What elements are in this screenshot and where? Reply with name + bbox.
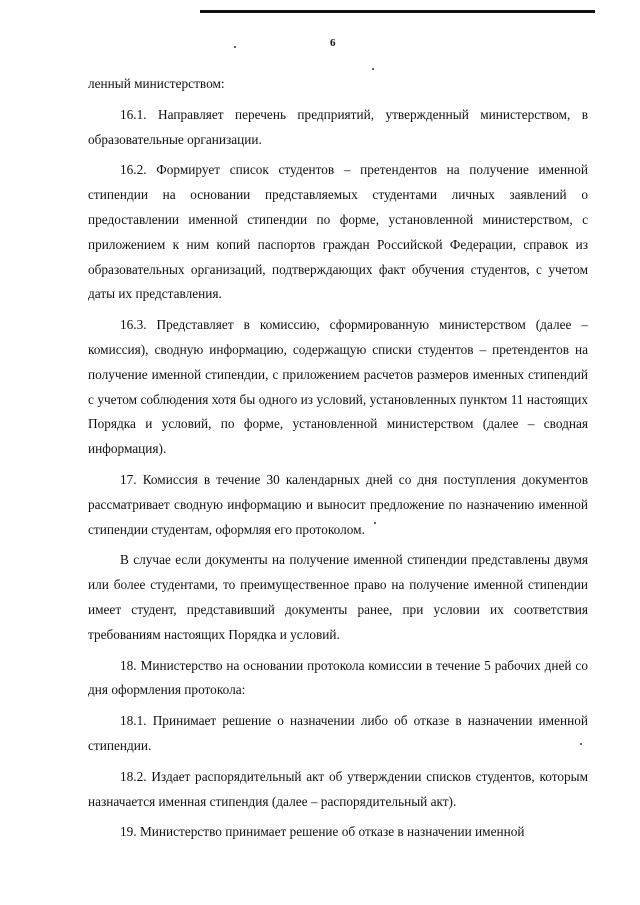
paragraph-18-2: 18.2. Издает распорядительный акт об утверждении списков студентов, которым назначается именная стипендия (далее – распорядительный акт). [88, 768, 588, 809]
top-border-line [200, 10, 595, 13]
paragraph-continuation: ленный министерством: [88, 76, 225, 91]
paragraph-16-1: 16.1. Направляет перечень предприятий, утвержденный министерством, в образовательные организации. [88, 106, 588, 147]
paragraph-16-3: 16.3. Представляет в комиссию, сформированную министерством (далее – комиссия), сводную информацию, содержащую списки студентов – претендентов на получение именной стипендии, с приложением расчетов размеров именных стипендий с учетом соблюдения хотя бы одного из условий, установленных пунктом 11 настоящих Порядка и условий, по форме, установленной министерством (далее – сводная информация). [88, 317, 588, 457]
paragraph-17: 17. Комиссия в течение 30 календарных дней со дня поступления документов рассматривает сводную информацию и выносит предложение по назначению именной стипендии студентам, оформляя его протоколом. [88, 471, 588, 537]
document-body [88, 72, 588, 845]
scan-speck [372, 68, 374, 70]
paragraph-16-2: 16.2. Формирует список студентов – претендентов на получение именной стипендии на основании представляемых студентами личных заявлений о предоставлении именной стипендии по форме, установленной министерством, с приложением к ним копий паспортов граждан Российской Федерации, справок из образовательных организаций, подтверждающих факт обучения студентов, с учетом даты их представления. [88, 162, 588, 302]
paragraph-18: 18. Министерство на основании протокола комиссии в течение 5 рабочих дней со дня оформления протокола: [88, 657, 588, 698]
paragraph-18-1: 18.1. Принимает решение о назначении либо об отказе в назначении именной стипендии. [88, 713, 588, 753]
paragraph-19: 19. Министерство принимает решение об отказе в назначении именной [120, 824, 525, 840]
scan-speck [234, 46, 236, 48]
page-number: 6 [330, 37, 336, 49]
paragraph-17-note: В случае если документы на получение именной стипендии представлены двумя или более студентами, то преимущественное право на получение именной стипендии имеет студент, представивший документы ранее, при условии их соответствия требованиям настоящих Порядка и условий. [88, 552, 588, 642]
